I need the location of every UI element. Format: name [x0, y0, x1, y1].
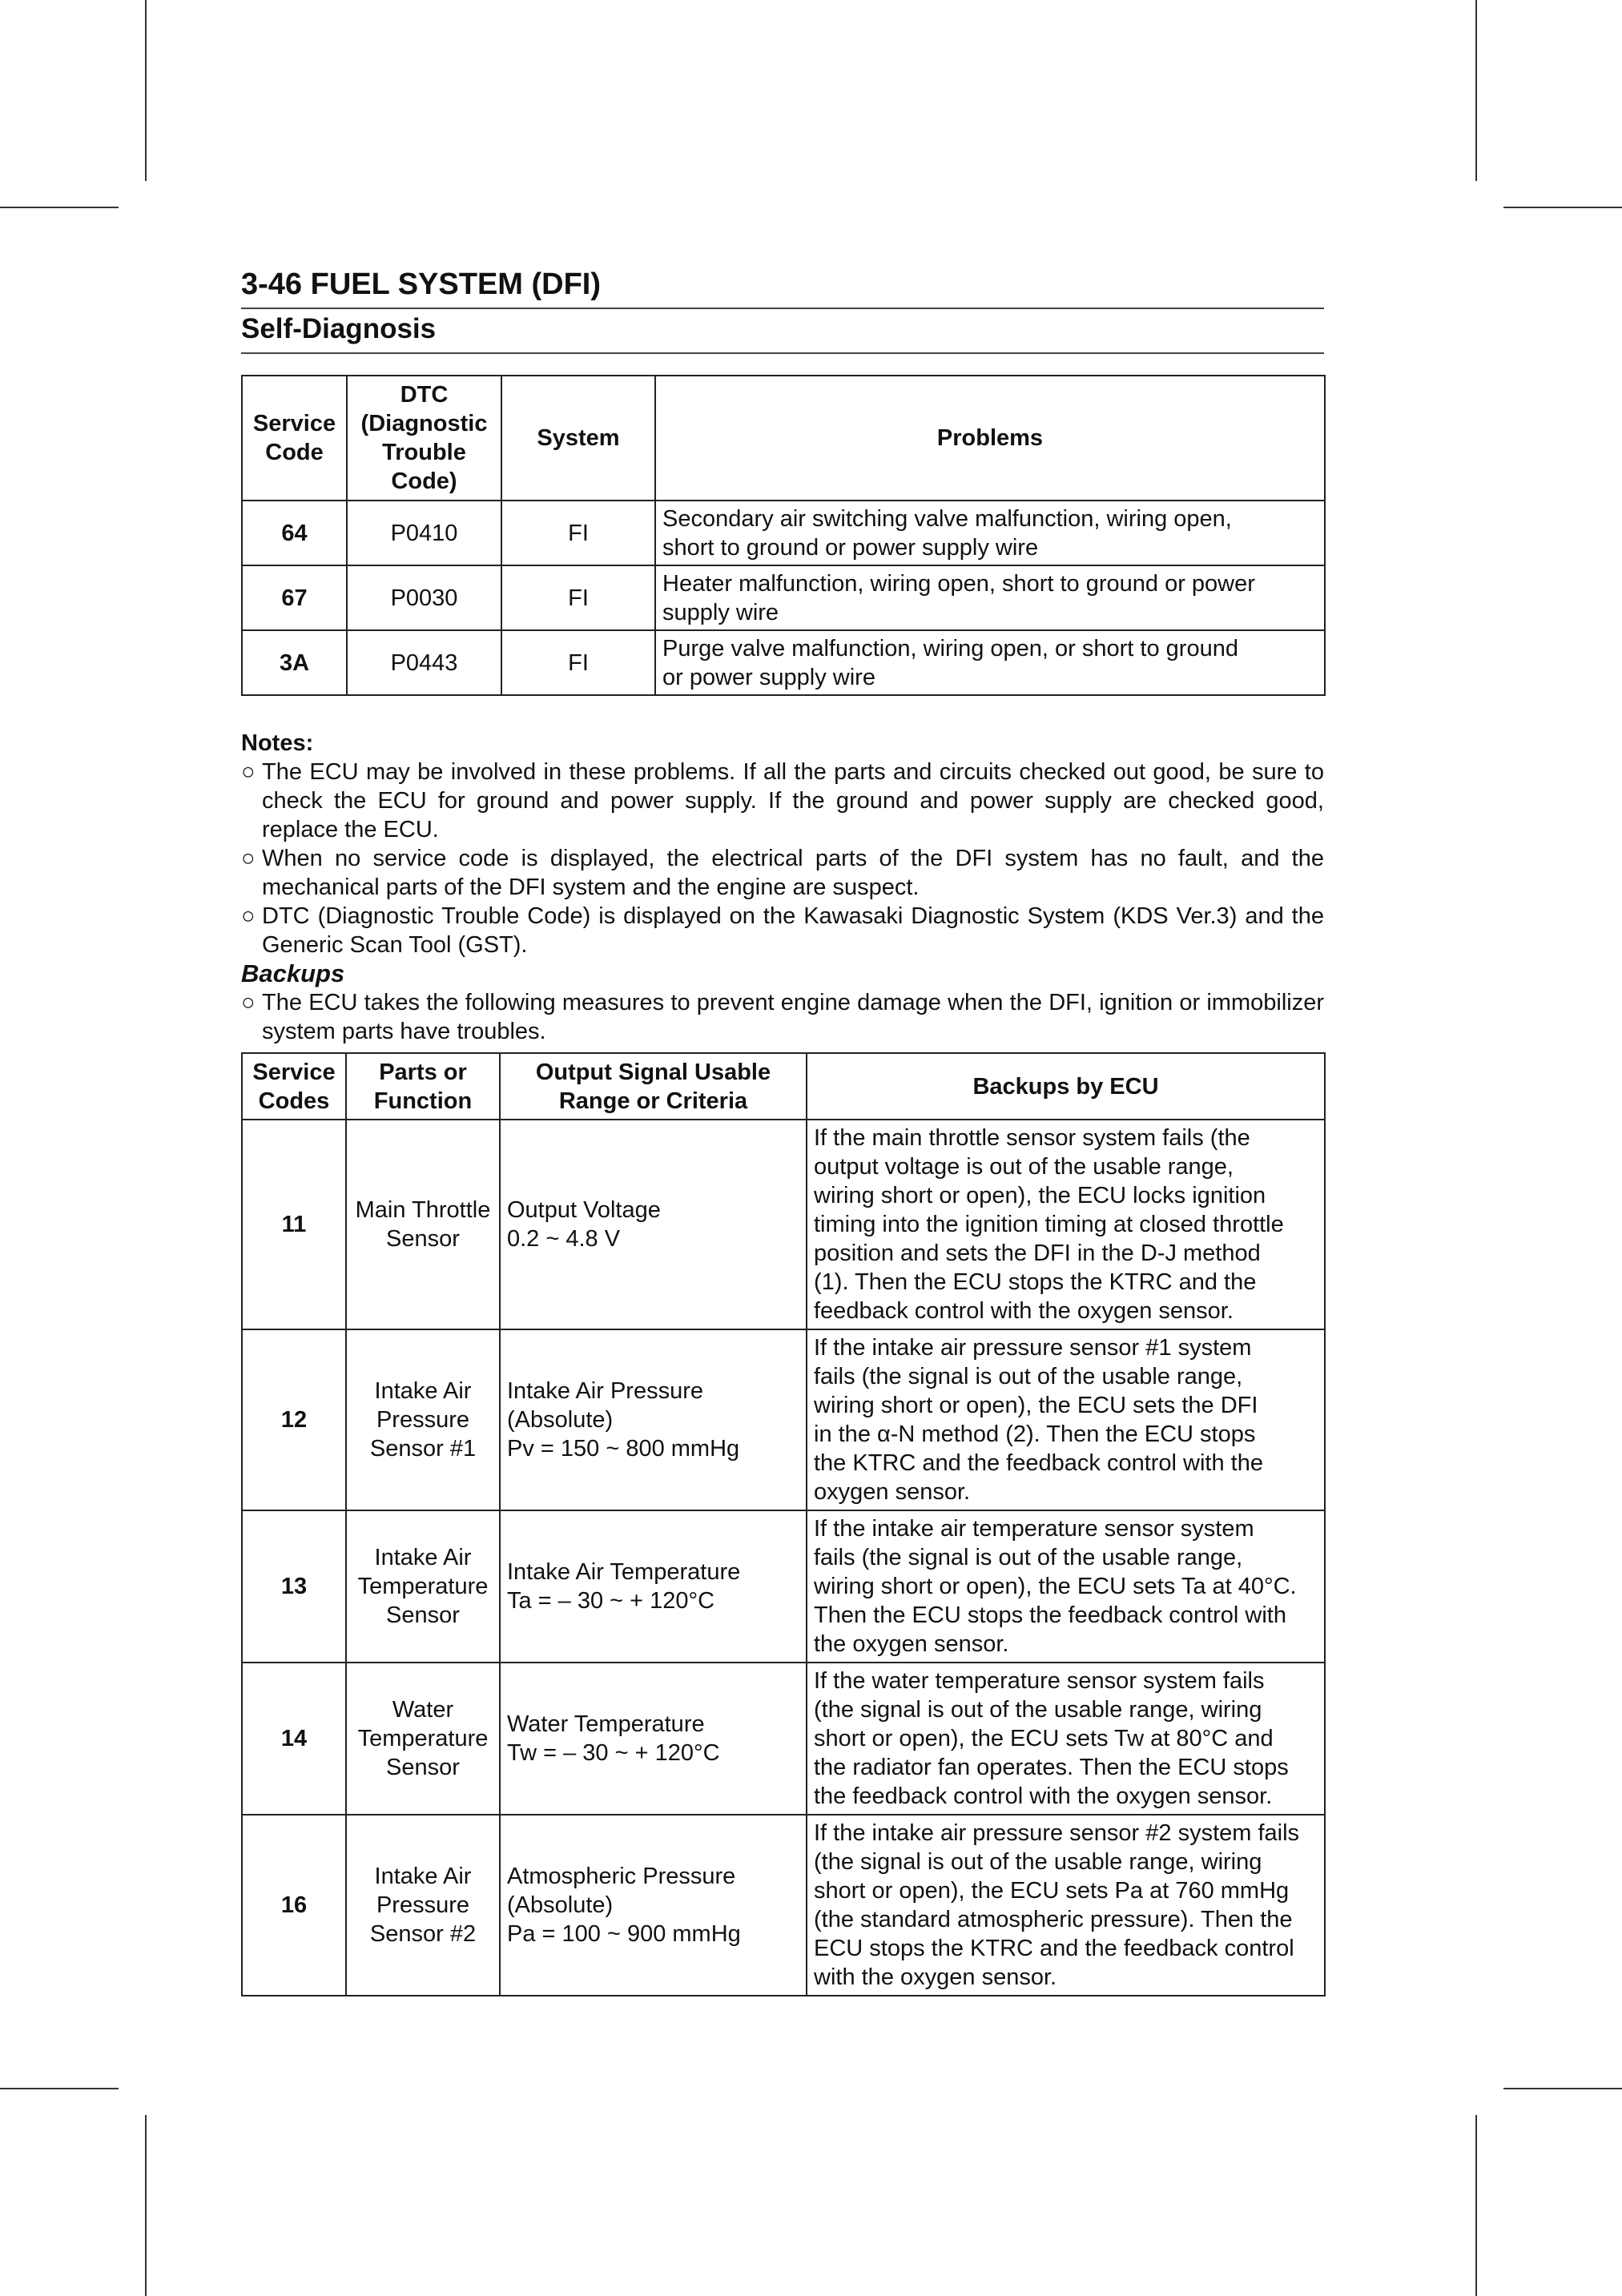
service-code: 12: [242, 1329, 346, 1510]
service-code: 14: [242, 1663, 346, 1815]
problem: Heater malfunction, wiring open, short to ground or power supply wire: [655, 565, 1325, 630]
header-parts: Parts or Function: [346, 1053, 500, 1120]
crop-mark: [1475, 0, 1477, 181]
note-item: ○ DTC (Diagnostic Trouble Code) is displayed on the Kawasaki Diagnostic System (KDS Ver.3) and the Generic Scan Tool (GST).: [241, 903, 1324, 958]
notes-heading: Notes:: [241, 730, 314, 756]
crop-mark: [0, 2088, 119, 2089]
output-signal: Atmospheric Pressure (Absolute) Pa = 100 ~ 900 mmHg: [500, 1815, 807, 1996]
dtc-table: [241, 375, 1326, 696]
system: FI: [501, 565, 655, 630]
table-row: [242, 565, 1325, 630]
table-row: [242, 501, 1325, 565]
table-row: [242, 1120, 1325, 1329]
crop-mark: [145, 2115, 147, 2296]
crop-mark: [145, 0, 147, 181]
part: Intake Air Pressure Sensor #1: [346, 1329, 500, 1510]
service-code: 67: [242, 565, 347, 630]
section-title: Self-Diagnosis: [241, 313, 437, 344]
table-row: [242, 1815, 1325, 1996]
note-item: ○ When no service code is displayed, the electrical parts of the DFI system has no fault, and the mechanical parts of the DFI system and the engine are suspect.: [241, 846, 1324, 900]
service-code: 13: [242, 1510, 346, 1663]
backup-action: If the intake air temperature sensor system fails (the signal is out of the usable range, wiring short or open), the ECU sets Ta at 40°C. Then the ECU stops the feedback control with the oxygen sensor.: [807, 1510, 1325, 1663]
backups-table: [241, 1052, 1326, 1996]
header-system: System: [501, 376, 655, 501]
output-signal: Water Temperature Tw = – 30 ~ + 120°C: [500, 1663, 807, 1815]
backups-intro: ○ The ECU takes the following measures to prevent engine damage when the DFI, ignition or immobilizer system parts have troubles.: [241, 990, 1324, 1044]
page-header: [241, 264, 1324, 354]
problem: Secondary air switching valve malfunction, wiring open, short to ground or power supply wire: [655, 501, 1325, 565]
output-signal: Intake Air Pressure (Absolute) Pv = 150 ~ 800 mmHg: [500, 1329, 807, 1510]
table-header-row: [242, 376, 1325, 501]
problem: Purge valve malfunction, wiring open, or short to ground or power supply wire: [655, 630, 1325, 695]
table-row: [242, 630, 1325, 695]
table-row: [242, 1510, 1325, 1663]
section-rule: [241, 352, 1324, 354]
header-output: Output Signal Usable Range or Criteria: [500, 1053, 807, 1120]
table-row: [242, 1663, 1325, 1815]
crop-mark: [1475, 2115, 1477, 2296]
header-service-code: Service Code: [242, 376, 347, 501]
crop-mark: [0, 207, 119, 208]
backups-heading: Backups: [241, 959, 345, 987]
crop-mark: [1503, 207, 1622, 208]
part: Intake Air Pressure Sensor #2: [346, 1815, 500, 1996]
backup-action: If the main throttle sensor system fails (the output voltage is out of the usable range, wiring short or open), the ECU locks ignition timing into the ignition timing at closed throttle position and sets the DFI in the D-J method (1). Then the ECU stops the KTRC and the feedback control with the oxygen sensor.: [807, 1120, 1325, 1329]
header-problems: Problems: [655, 376, 1325, 501]
dtc-code: P0410: [347, 501, 501, 565]
part: Water Temperature Sensor: [346, 1663, 500, 1815]
header-backups: Backups by ECU: [807, 1053, 1325, 1120]
backup-action: If the intake air pressure sensor #2 system fails (the signal is out of the usable range, wiring short or open), the ECU sets Pa at 760 mmHg (the standard atmospheric pressure). Then the ECU stops the KTRC and the feedback control with the oxygen sensor.: [807, 1815, 1325, 1996]
system: FI: [501, 501, 655, 565]
notes-section: [241, 729, 1324, 1046]
service-code: 64: [242, 501, 347, 565]
dtc-code: P0443: [347, 630, 501, 695]
crop-mark: [1503, 2088, 1622, 2089]
service-code: 3A: [242, 630, 347, 695]
backup-action: If the water temperature sensor system fails (the signal is out of the usable range, wiring short or open), the ECU sets Tw at 80°C and the radiator fan operates. Then the ECU stops the feedback control with the oxygen sensor.: [807, 1663, 1325, 1815]
backup-action: If the intake air pressure sensor #1 system fails (the signal is out of the usable range, wiring short or open), the ECU sets the DFI in the α-N method (2). Then the ECU stops the KTRC and the feedback control with the oxygen sensor.: [807, 1329, 1325, 1510]
output-signal: Intake Air Temperature Ta = – 30 ~ + 120°C: [500, 1510, 807, 1663]
part: Intake Air Temperature Sensor: [346, 1510, 500, 1663]
dtc-code: P0030: [347, 565, 501, 630]
table-header-row: [242, 1053, 1325, 1120]
page-title: 3-46 FUEL SYSTEM (DFI): [241, 267, 602, 301]
header-service-codes: Service Codes: [242, 1053, 346, 1120]
header-dtc: DTC (Diagnostic Trouble Code): [347, 376, 501, 501]
note-item: ○ The ECU may be involved in these problems. If all the parts and circuits checked out good, be sure to check the ECU for ground and power supply. If the ground and power supply are checked good, replace the ECU.: [241, 759, 1324, 842]
part: Main Throttle Sensor: [346, 1120, 500, 1329]
table-row: [242, 1329, 1325, 1510]
output-signal: Output Voltage 0.2 ~ 4.8 V: [500, 1120, 807, 1329]
service-code: 16: [242, 1815, 346, 1996]
service-code: 11: [242, 1120, 346, 1329]
system: FI: [501, 630, 655, 695]
